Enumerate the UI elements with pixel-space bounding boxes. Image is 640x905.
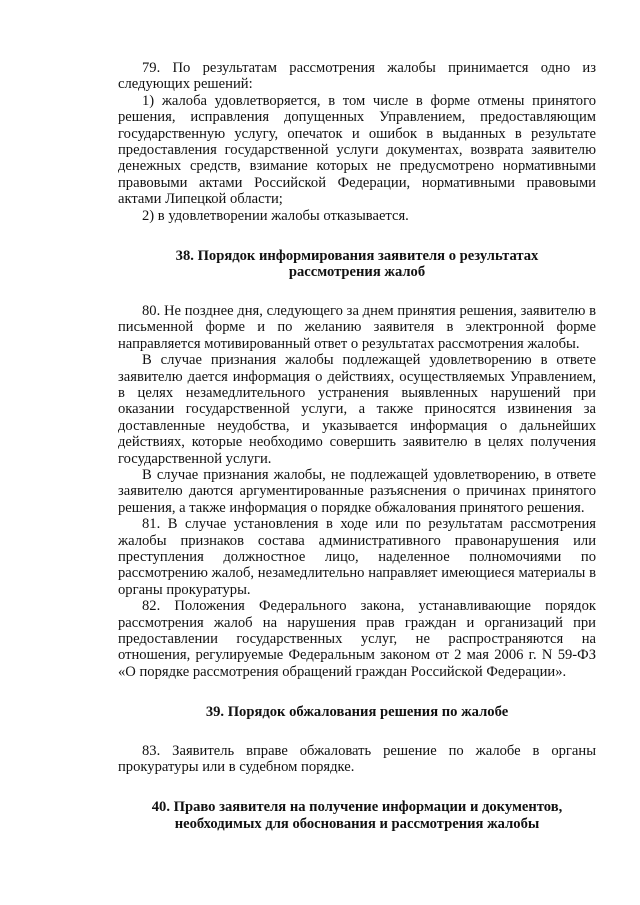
section-heading-40 [118, 799, 596, 832]
paragraph-83: 83. Заявитель вправе обжаловать решение по жалобе в органы прокуратуры или в судебном порядке. [118, 742, 596, 776]
section-heading-40-line-1: 40. Право заявителя на получение информации и документов, [151, 799, 563, 816]
section-heading-40-line-2: необходимых для обоснования и рассмотрения жалобы [174, 815, 540, 832]
section-heading-39: 39. Порядок обжалования решения по жалобе [205, 704, 509, 721]
paragraph-79: 79. По результатам рассмотрения жалобы принимается одно из следующих решений: [118, 60, 596, 93]
paragraph-81: 81. В случае установления в ходе или по результатам рассмотрения жалобы признаков состава административного правонарушения или преступления должностное лицо, наделенное полномочиями по рассмотрению жалоб, незамедлительно направляет имеющиеся материалы в органы прокуратуры. [118, 516, 596, 598]
section-heading-38 [118, 248, 596, 281]
paragraph-80-rejected: В случае признания жалобы, не подлежащей удовлетворению, в ответе заявителю даются аргументированные разъяснения о причинах принятого решения, а также информация о порядке обжалования принятого решения. [118, 466, 596, 516]
paragraph-79-item-2: 2) в удовлетворении жалобы отказывается. [142, 207, 409, 224]
paragraph-79-item-1: 1) жалоба удовлетворяется, в том числе в форме отмены принятого решения, исправления допущенных Управлением, предоставляющим государственную услугу, опечаток и ошибок в выданных в результате предоставления государственной услуги документах, возврата заявителю денежных средств, взимание которых не предусмотрено нормативными правовыми актами Российской Федерации, нормативными правовыми актами Липецкой области; [118, 92, 596, 208]
paragraph-80: 80. Не позднее дня, следующего за днем принятия решения, заявителю в письменной форме и по желанию заявителя в электронной форме направляется мотивированный ответ о результатах рассмотрения жалобы. [118, 302, 596, 352]
paragraph-80-satisfied: В случае признания жалобы подлежащей удовлетворению в ответе заявителю дается информация о действиях, осуществляемых Управлением, в целях незамедлительного устранения выявленных нарушений при оказании государственной услуги, а также приносятся извинения за доставленные неудобства, и указывается информация о дальнейших действиях, которые необходимо совершить заявителю в целях получения государственной услуги. [118, 352, 596, 467]
paragraph-82: 82. Положения Федерального закона, устанавливающие порядок рассмотрения жалоб на нарушения прав граждан и организаций при предоставлении государственных услуг, не распространяются на отношения, регулируемые Федеральным законом от 2 мая 2006 г. N 59-ФЗ «О порядке рассмотрения обращений граждан Российской Федерации». [118, 598, 596, 680]
section-heading-38-line-2: рассмотрения жалоб [288, 264, 426, 281]
section-heading-38-line-1: 38. Порядок информирования заявителя о результатах [175, 248, 539, 265]
